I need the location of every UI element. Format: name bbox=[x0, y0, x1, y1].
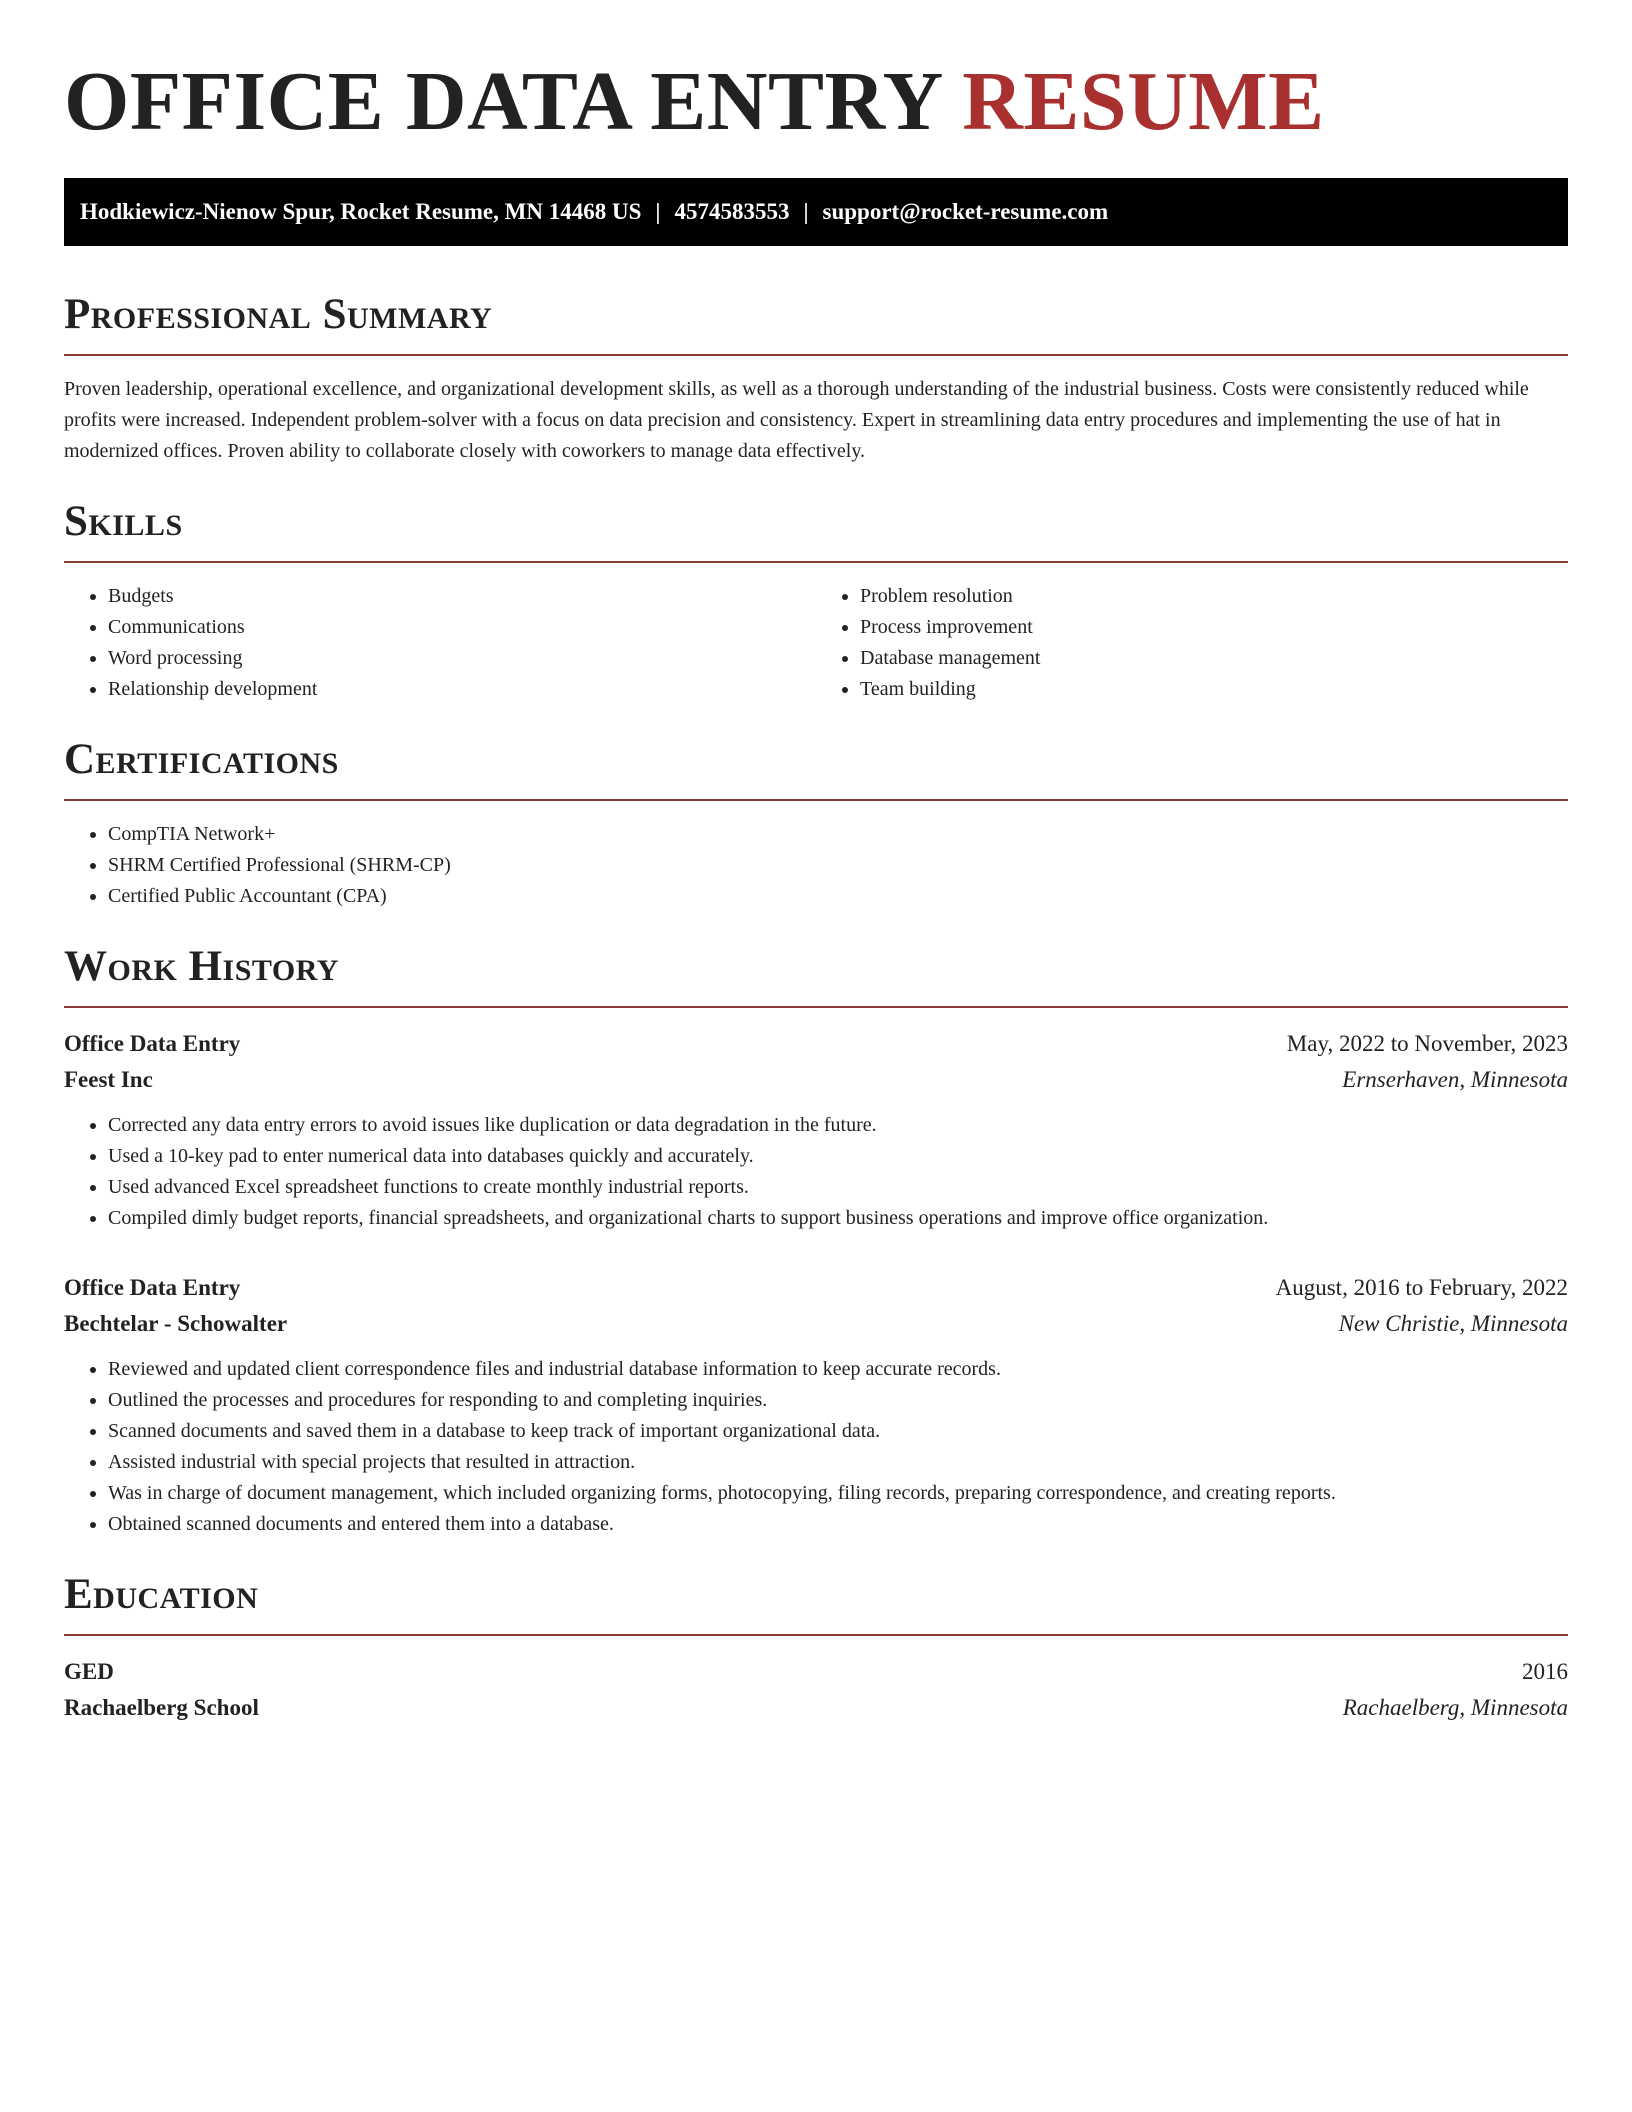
job-role: Office Data Entry bbox=[64, 1031, 241, 1056]
skill-item: • Problem resolution bbox=[860, 581, 1568, 612]
section-divider bbox=[64, 561, 1568, 563]
job-duties-list bbox=[64, 1110, 1568, 1234]
job-duty-item: • Obtained scanned documents and entered them into a database. bbox=[108, 1509, 1568, 1540]
education-school-row bbox=[64, 1690, 1568, 1726]
resume-title-main: OFFICE DATA ENTRY bbox=[64, 55, 941, 148]
certification-item: • SHRM Certified Professional (SHRM-CP) bbox=[108, 850, 1568, 881]
contact-bar bbox=[64, 178, 1568, 246]
certifications-heading: Certifications bbox=[64, 736, 339, 783]
skills-columns bbox=[64, 581, 1568, 705]
certification-item: • CompTIA Network+ bbox=[108, 819, 1568, 850]
summary-text: Proven leadership, operational excellence, and organizational development skills, as well as a thorough understanding of the industrial business. Costs were consistently reduced while profits were increased. Independent problem-solver with a focus on data precision and consistency. Expert in streamlining data entry procedures and implementing the use of hat in modernized offices. Proven ability to collaborate closely with coworkers to manage data effectively. bbox=[64, 378, 1529, 462]
section-divider bbox=[64, 1006, 1568, 1008]
certifications-section bbox=[64, 735, 1568, 912]
job-company: Feest Inc bbox=[64, 1067, 153, 1092]
contact-phone: 4574583553 bbox=[674, 199, 790, 224]
job-duty-item: • Compiled dimly budget reports, financial spreadsheets, and organizational charts to support business operations and improve office organization. bbox=[108, 1203, 1568, 1234]
section-divider bbox=[64, 1634, 1568, 1636]
skill-item: • Budgets bbox=[108, 581, 816, 612]
job-duty-item: • Was in charge of document management, which included organizing forms, photocopying, filing records, preparing correspondence, and creating reports. bbox=[108, 1478, 1568, 1509]
section-divider bbox=[64, 354, 1568, 356]
skill-item: • Database management bbox=[860, 643, 1568, 674]
job-duty-item: • Assisted industrial with special projects that resulted in attraction. bbox=[108, 1447, 1568, 1478]
education-section bbox=[64, 1570, 1568, 1726]
contact-email: support@rocket-resume.com bbox=[822, 199, 1109, 224]
job-company: Bechtelar - Schowalter bbox=[64, 1311, 288, 1336]
education-year: 2016 bbox=[1522, 1659, 1568, 1684]
education-heading: Education bbox=[64, 1571, 259, 1618]
job-duty-item: • Outlined the processes and procedures for responding to and completing inquiries. bbox=[108, 1385, 1568, 1416]
education-degree: GED bbox=[64, 1659, 114, 1684]
skill-item: • Process improvement bbox=[860, 612, 1568, 643]
skill-item: • Team building bbox=[860, 674, 1568, 705]
job-company-row bbox=[64, 1306, 1568, 1342]
contact-separator: | bbox=[655, 199, 661, 224]
skill-item: • Word processing bbox=[108, 643, 816, 674]
job-company-row bbox=[64, 1062, 1568, 1098]
summary-heading: Professional Summary bbox=[64, 291, 493, 338]
job-duty-item: • Used a 10-key pad to enter numerical data into databases quickly and accurately. bbox=[108, 1141, 1568, 1172]
job-entry bbox=[64, 1026, 1568, 1234]
job-header-row bbox=[64, 1026, 1568, 1062]
work-history-section bbox=[64, 942, 1568, 1540]
summary-section bbox=[64, 290, 1568, 467]
section-divider bbox=[64, 799, 1568, 801]
certifications-list bbox=[64, 819, 1568, 912]
resume-title-accent: RESUME bbox=[962, 55, 1325, 148]
job-role: Office Data Entry bbox=[64, 1275, 241, 1300]
job-duty-item: • Reviewed and updated client correspondence files and industrial database information to keep accurate records. bbox=[108, 1354, 1568, 1385]
job-duty-item: • Used advanced Excel spreadsheet functions to create monthly industrial reports. bbox=[108, 1172, 1568, 1203]
skill-item: • Relationship development bbox=[108, 674, 816, 705]
skills-heading: Skills bbox=[64, 498, 183, 545]
skill-item: • Communications bbox=[108, 612, 816, 643]
education-header-row bbox=[64, 1654, 1568, 1690]
job-location: New Christie, Minnesota bbox=[1338, 1311, 1568, 1336]
work-history-heading: Work History bbox=[64, 943, 339, 990]
job-entry bbox=[64, 1270, 1568, 1540]
job-header-row bbox=[64, 1270, 1568, 1306]
job-duty-item: • Scanned documents and saved them in a database to keep track of important organizational data. bbox=[108, 1416, 1568, 1447]
job-dates: May, 2022 to November, 2023 bbox=[1286, 1031, 1568, 1056]
skills-right-list bbox=[816, 581, 1568, 705]
contact-address: Hodkiewicz-Nienow Spur, Rocket Resume, MN 14468 US bbox=[80, 199, 642, 224]
education-location: Rachaelberg, Minnesota bbox=[1342, 1695, 1568, 1720]
education-school: Rachaelberg School bbox=[64, 1695, 259, 1720]
skills-left-list bbox=[64, 581, 816, 705]
job-location: Ernserhaven, Minnesota bbox=[1342, 1067, 1568, 1092]
job-duties-list bbox=[64, 1354, 1568, 1540]
resume-title bbox=[64, 56, 1568, 148]
skills-section bbox=[64, 497, 1568, 705]
certification-item: • Certified Public Accountant (CPA) bbox=[108, 881, 1568, 912]
contact-separator: | bbox=[803, 199, 809, 224]
job-duty-item: • Corrected any data entry errors to avoid issues like duplication or data degradation in the future. bbox=[108, 1110, 1568, 1141]
job-dates: August, 2016 to February, 2022 bbox=[1275, 1275, 1568, 1300]
